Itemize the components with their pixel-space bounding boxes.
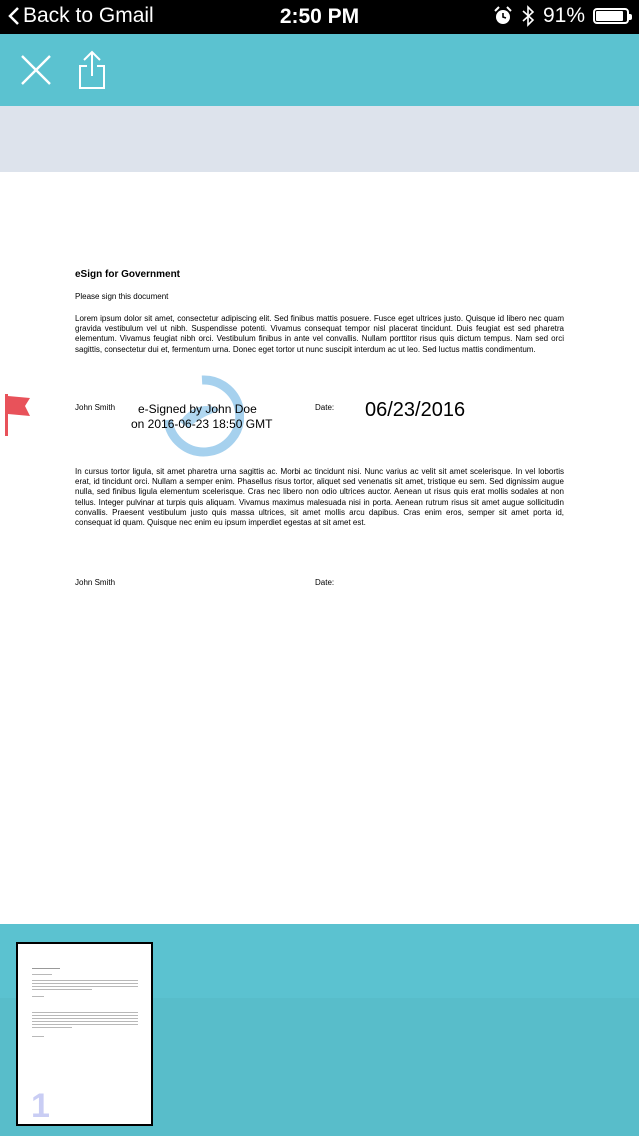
status-time: 2:50 PM (279, 5, 360, 28)
share-button[interactable] (70, 48, 114, 92)
page-thumbnail-number: 1 (31, 1087, 50, 1125)
document-title: eSign for Government (75, 269, 181, 280)
battery-percent: 91% (542, 4, 585, 27)
signature-logo-icon (160, 372, 244, 460)
signed-date: 06/23/2016 (365, 399, 466, 421)
document-paragraph-2: In cursus tortor ligula, sit amet pharetra urna sagittis ac. Morbi ac tincidunt nisi. Nunc varius ac velit sit amet scelerisque. In vel lobortis erat, id tincidunt orci. Nullam a semper enim. Phasellus risus tortor, aliquet sed venenatis sit amet, tristique eu sem. Sed dignissim augue nulla, sed finibus ligula elementum scelerisque. Cras nec libero non odio ultrices auctor. Aenean ut risus quis erat mollis sodales at non tellus. Integer pulvinar at turpis quis aliquam. Vivamus maximus malesuada nisi in porta. Aenean rutrum risus sit amet augue sollicitudin convallis. Praesent vestibulum justo quis massa ultrices, sit amet mollis arcu dapibus. Cras enim eros, semper sit amet porta id, consequat id quam. Quisque nec enim eu ipsum imperdiet egestas at sit amet est. (75, 467, 564, 528)
bluetooth-icon (521, 5, 535, 27)
share-icon (76, 50, 108, 90)
signer-name-2: John Smith (75, 578, 116, 587)
document-paragraph-1: Lorem ipsum dolor sit amet, consectetur adipiscing elit. Sed finibus mattis posuere. Fusce eget ultrices justo. Quisque id libero nec quam gravida vestibulum vel ut nibh. Suspendisse potenti. Vivamus consequat tempor nisl placerat tincidunt. Duis feugiat est sed pharetra elementum. Vivamus feugiat nibh orci. Vestibulum finibus in ante vel convallis. Nullam porttitor risus quis dictum tempus. Nam sed orci sagittis, consectetur dui et, fermentum urna. Donec eget tortor ut nunc suscipit interdum ac ut leo. Sed luctus mattis condimentum. (75, 314, 564, 354)
page-thumbnails-panel (0, 924, 639, 1136)
battery-icon (593, 8, 629, 24)
date-label-1: Date: (315, 403, 335, 412)
signer-name-1: John Smith (75, 403, 116, 412)
signature-line-2: on 2016-06-23 18:50 GMT (131, 417, 273, 431)
status-bar (0, 0, 639, 34)
date-label-2: Date: (315, 578, 335, 587)
close-icon (19, 53, 53, 87)
status-right (493, 4, 629, 28)
page-thumbnail[interactable] (16, 942, 153, 1126)
alarm-icon (493, 6, 513, 26)
flag-icon[interactable] (4, 394, 32, 436)
document-page (0, 172, 639, 924)
toolbar (0, 34, 639, 106)
close-button[interactable] (14, 48, 58, 92)
document-header-band (0, 106, 639, 172)
document-subtitle: Please sign this document (75, 292, 169, 301)
signature-line-1: e-Signed by John Doe (138, 402, 257, 416)
back-label: Back to Gmail (23, 4, 154, 27)
